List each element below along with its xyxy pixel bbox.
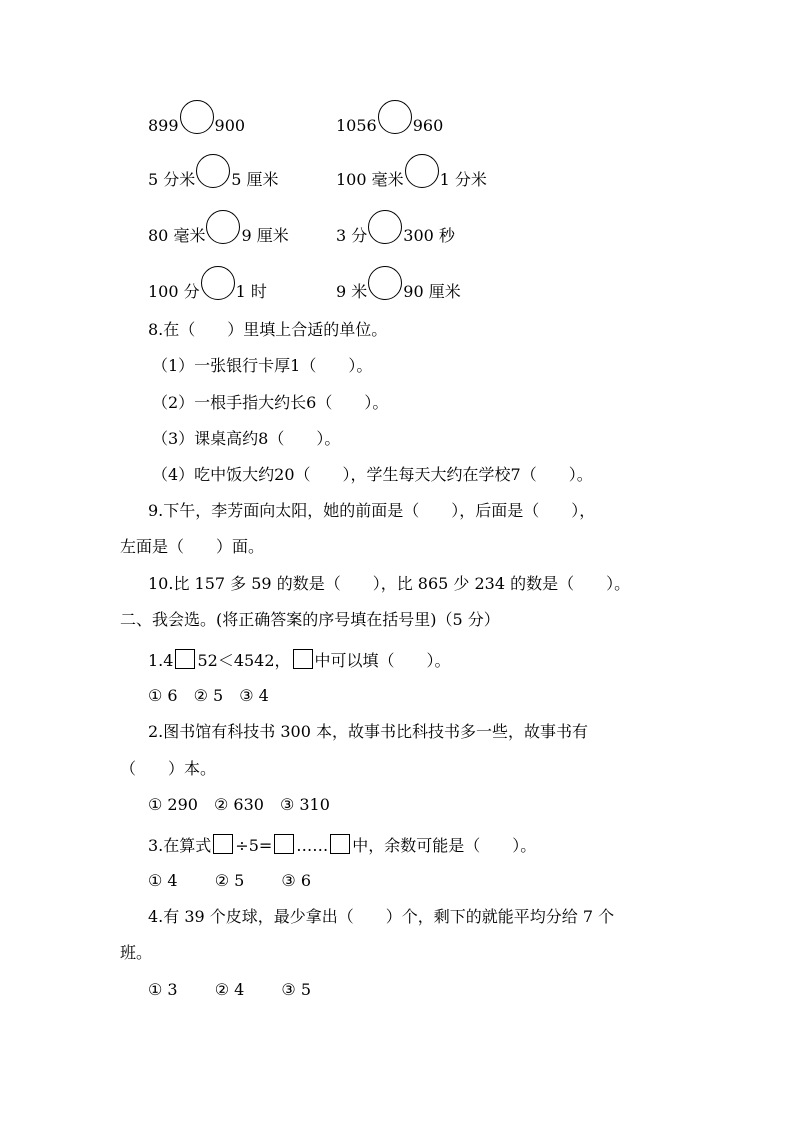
compare-row-2-right xyxy=(336,156,487,190)
section-2-question-2-line-1: 2.图书馆有科技书 300 本，故事书比科技书多一些，故事书有 xyxy=(148,722,588,741)
question-8-item-1: （1）一张银行卡厚1（ ）。 xyxy=(152,356,373,375)
compare-value: 3 分 xyxy=(336,226,368,245)
compare-value: 900 xyxy=(214,116,246,135)
compare-value: 5 分米 xyxy=(148,170,196,189)
compare-value: 1 分米 xyxy=(439,170,487,189)
answer-circle[interactable] xyxy=(368,210,402,244)
compare-value: 100 毫米 xyxy=(336,170,404,189)
section-2-question-3-options: ① 4 ② 5 ③ 6 xyxy=(148,871,312,890)
answer-circle[interactable] xyxy=(405,154,439,188)
compare-row-3-right xyxy=(336,212,455,246)
compare-value: 1056 xyxy=(336,116,377,135)
section-2-question-1: 1.4 52＜4542， 中可以填（ ）。 xyxy=(148,651,451,670)
answer-circle[interactable] xyxy=(368,266,402,300)
section-2-question-2-line-2: （ ）本。 xyxy=(120,759,217,778)
compare-value: 9 厘米 xyxy=(241,226,289,245)
compare-value: 899 xyxy=(148,116,179,135)
question-10: 10.比 157 多 59 的数是（ ），比 865 少 234 的数是（ ）。 xyxy=(148,574,631,593)
answer-circle[interactable] xyxy=(206,210,240,244)
question-8-title: 8.在（ ）里填上合适的单位。 xyxy=(148,320,388,339)
compare-value: 80 毫米 xyxy=(148,226,206,245)
section-2-question-3: 3.在算式 ÷5= …… 中，余数可能是（ ）。 xyxy=(148,836,537,855)
section-2-question-4-line-2: 班。 xyxy=(120,943,153,962)
answer-box[interactable] xyxy=(274,834,294,854)
question-9-line-2: 左面是（ ）面。 xyxy=(120,537,265,556)
section-2-heading: 二、我会选。(将正确答案的序号填在括号里)（5 分） xyxy=(120,610,500,629)
question-8-item-3: （3）课桌高约8（ ）。 xyxy=(152,429,341,448)
compare-value: 90 厘米 xyxy=(403,282,461,301)
compare-value: 960 xyxy=(412,116,444,135)
compare-row-3-left xyxy=(148,212,289,246)
answer-circle[interactable] xyxy=(201,266,235,300)
section-2-question-4-line-1: 4.有 39 个皮球，最少拿出（ ）个，剩下的就能平均分给 7 个 xyxy=(148,907,615,926)
section-2-question-4-options: ① 3 ② 4 ③ 5 xyxy=(148,980,312,999)
answer-circle[interactable] xyxy=(196,154,230,188)
compare-value: 100 分 xyxy=(148,282,200,301)
question-8-item-4: （4）吃中饭大约20（ ），学生每天大约在学校7（ ）。 xyxy=(152,465,593,484)
question-9-line-1: 9.下午，李芳面向太阳，她的前面是（ ），后面是（ ）， xyxy=(148,501,596,520)
compare-row-1-left xyxy=(148,102,245,136)
answer-box[interactable] xyxy=(330,834,350,854)
compare-row-4-left xyxy=(148,268,267,302)
compare-row-2-left xyxy=(148,156,279,190)
compare-value: 5 厘米 xyxy=(231,170,279,189)
question-8-item-2: （2）一根手指大约长6（ ）。 xyxy=(152,393,389,412)
compare-value: 300 秒 xyxy=(403,226,455,245)
answer-box[interactable] xyxy=(175,649,195,669)
compare-row-4-right xyxy=(336,268,461,302)
answer-box[interactable] xyxy=(213,834,233,854)
section-2-question-1-options: ① 6 ② 5 ③ 4 xyxy=(148,686,269,705)
compare-value: 1 时 xyxy=(235,282,267,301)
answer-circle[interactable] xyxy=(180,100,214,134)
section-2-question-2-options: ① 290 ② 630 ③ 310 xyxy=(148,795,330,814)
compare-row-1-right xyxy=(336,102,443,136)
answer-circle[interactable] xyxy=(378,100,412,134)
compare-value: 9 米 xyxy=(336,282,368,301)
answer-box[interactable] xyxy=(293,649,313,669)
